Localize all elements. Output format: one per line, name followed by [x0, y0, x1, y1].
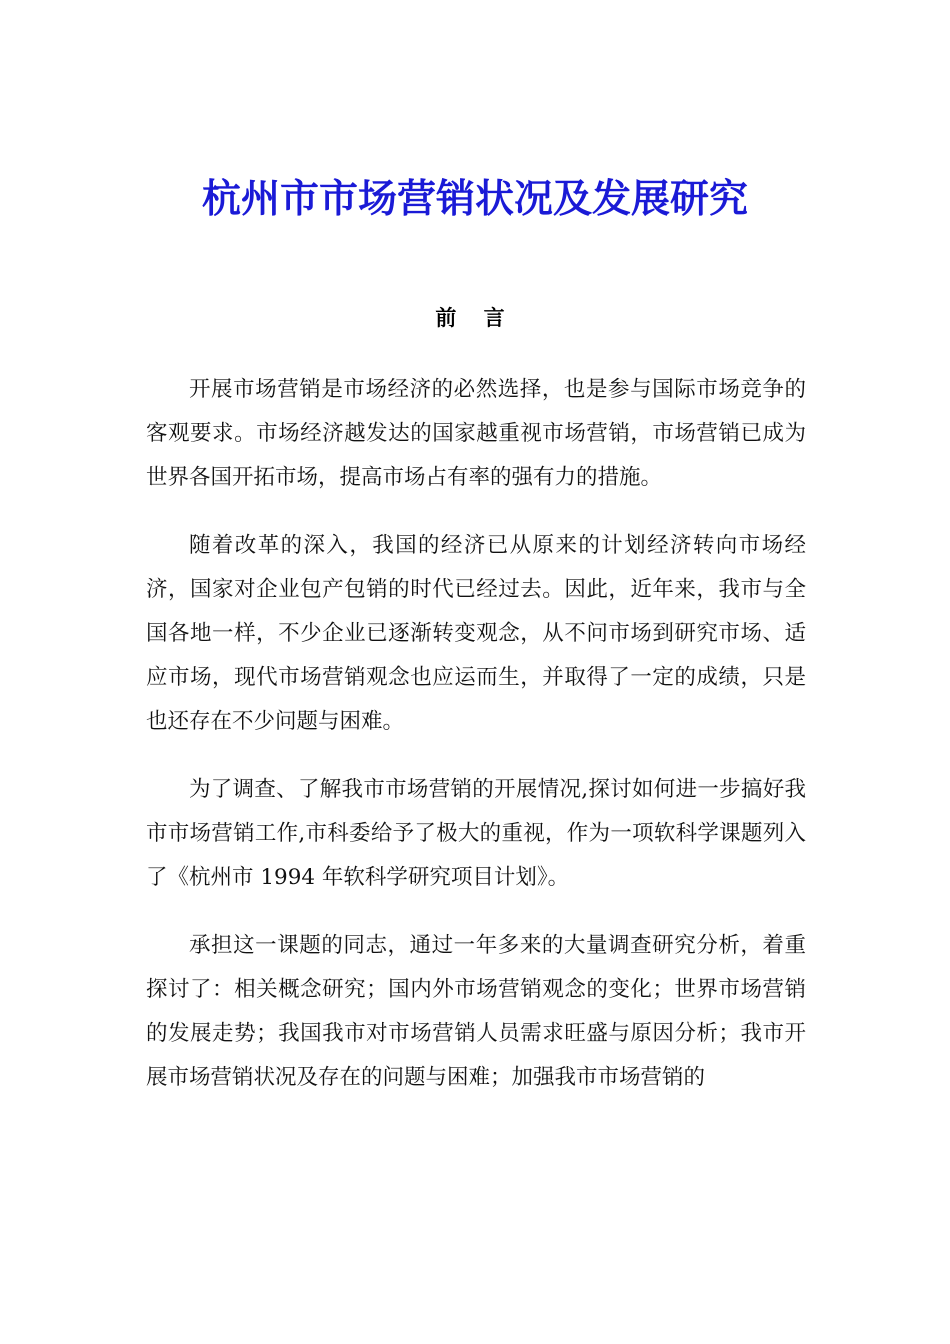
section-heading-preface: 前 言: [435, 305, 515, 330]
document-body: [146, 368, 806, 1124]
paragraph-2: 随着改革的深入，我国的经济已从原来的计划经济转向市场经济，国家对企业包产包销的时代已经过去。因此，近年来，我市与全国各地一样，不少企业已逐渐转变观念，从不问市场到研究市场、适应市场，现代市场营销观念也应运而生，并取得了一定的成绩，只是也还存在不少问题与困难。: [146, 533, 806, 734]
paragraph-4: 承担这一课题的同志，通过一年多来的大量调查研究分析，着重探讨了：相关概念研究；国内外市场营销观念的变化；世界市场营销的发展走势；我国我市对市场营销人员需求旺盛与原因分析；我市开展市场营销状况及存在的问题与困难；加强我市市场营销的: [146, 933, 806, 1090]
paragraph-1: 开展市场营销是市场经济的必然选择，也是参与国际市场竞争的客观要求。市场经济越发达的国家越重视市场营销，市场营销已成为世界各国开拓市场，提高市场占有率的强有力的措施。: [146, 377, 806, 490]
paragraph-3: 为了调查、了解我市市场营销的开展情况,探讨如何进一步搞好我市市场营销工作,市科委给予了极大的重视，作为一项软科学课题列入了《杭州市 1994 年软科学研究项目计划》。: [146, 777, 806, 890]
document-title: 杭州市市场营销状况及发展研究: [201, 177, 748, 222]
